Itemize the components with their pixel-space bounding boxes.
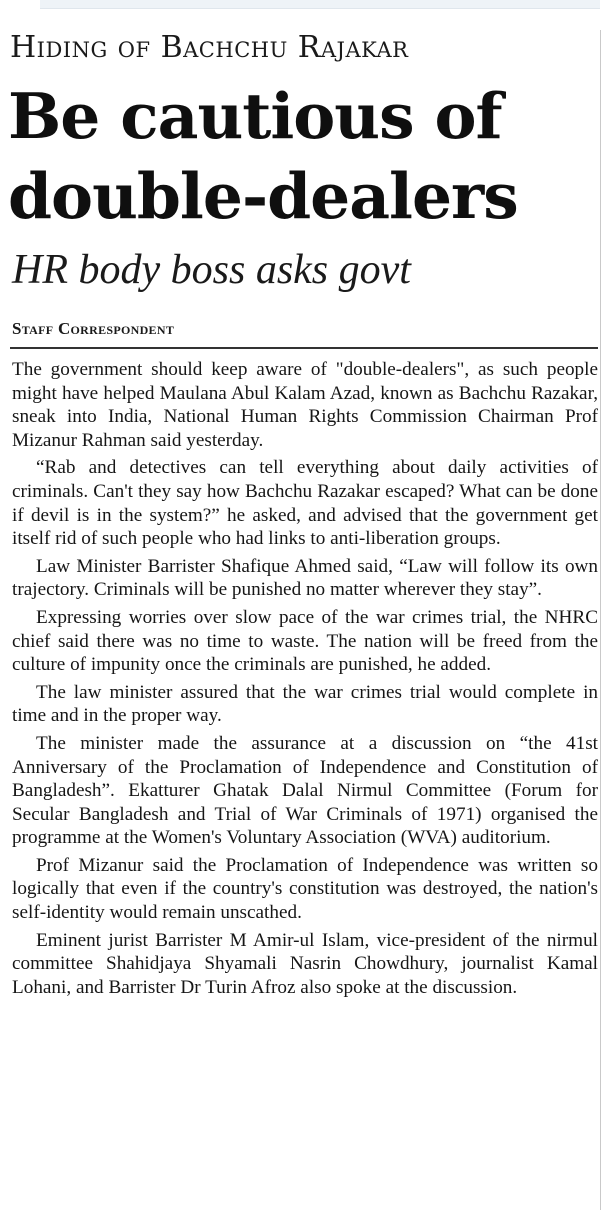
body-paragraph: Law Minister Barrister Shafique Ahmed said, “Law will follow its own trajectory. Criminals will be punished no matter wherever they stay”.	[12, 555, 598, 601]
body-paragraph: Prof Mizanur said the Proclamation of Independence was written so logically that even if the country's constitution was destroyed, the nation's self-identity would remain unscathed.	[12, 854, 598, 924]
article-kicker: Hiding of Bachchu Rajakar	[10, 30, 409, 65]
body-paragraph: The government should keep aware of "double-dealers", as such people might have helped Maulana Abul Kalam Azad, known as Bachchu Razakar, sneak into India, National Human Rights Commission Chairman Prof Mizanur Rahman said yesterday.	[12, 359, 598, 451]
body-paragraph: Expressing worries over slow pace of the war crimes trial, the NHRC chief said there was no time to waste. The nation will be freed from the culture of impunity once the criminals are punished, he added.	[12, 606, 598, 676]
body-paragraph: Eminent jurist Barrister M Amir-ul Islam, vice-president of the nirmul committee Shahidjaya Shyamali Nasrin Chowdhury, journalist Kamal Lohani, and Barrister Dr Turin Afroz also spoke at the discussion.	[12, 929, 598, 998]
top-edge-strip	[40, 0, 600, 9]
byline-divider	[10, 347, 598, 349]
body-paragraph: “Rab and detectives can tell everything about daily activities of criminals. Can't they say how Bachchu Razakar escaped? What can be done if devil is in the system?” he asked, and advised that the government get itself rid of such people who had links to anti-liberation groups.	[12, 457, 598, 550]
article-body	[12, 358, 598, 1003]
body-paragraph: The minister made the assurance at a discussion on “the 41st Anniversary of the Proclamation of Independence and Constitution of Bangladesh”. Ekatturer Ghatak Dalal Nirmul Committee (Forum for Secular Bangladesh and Trial of War Criminals of 1971) organised the programme at the Women's Voluntary Association (WVA) auditorium.	[12, 732, 598, 849]
article-subheadline: HR body boss asks govt	[12, 247, 411, 293]
article-headline: Be cautious of double-dealers	[8, 79, 518, 233]
article-byline: Staff Correspondent	[12, 319, 175, 338]
body-paragraph: The law minister assured that the war crimes trial would complete in time and in the proper way.	[12, 681, 598, 727]
column-divider	[600, 30, 601, 1210]
